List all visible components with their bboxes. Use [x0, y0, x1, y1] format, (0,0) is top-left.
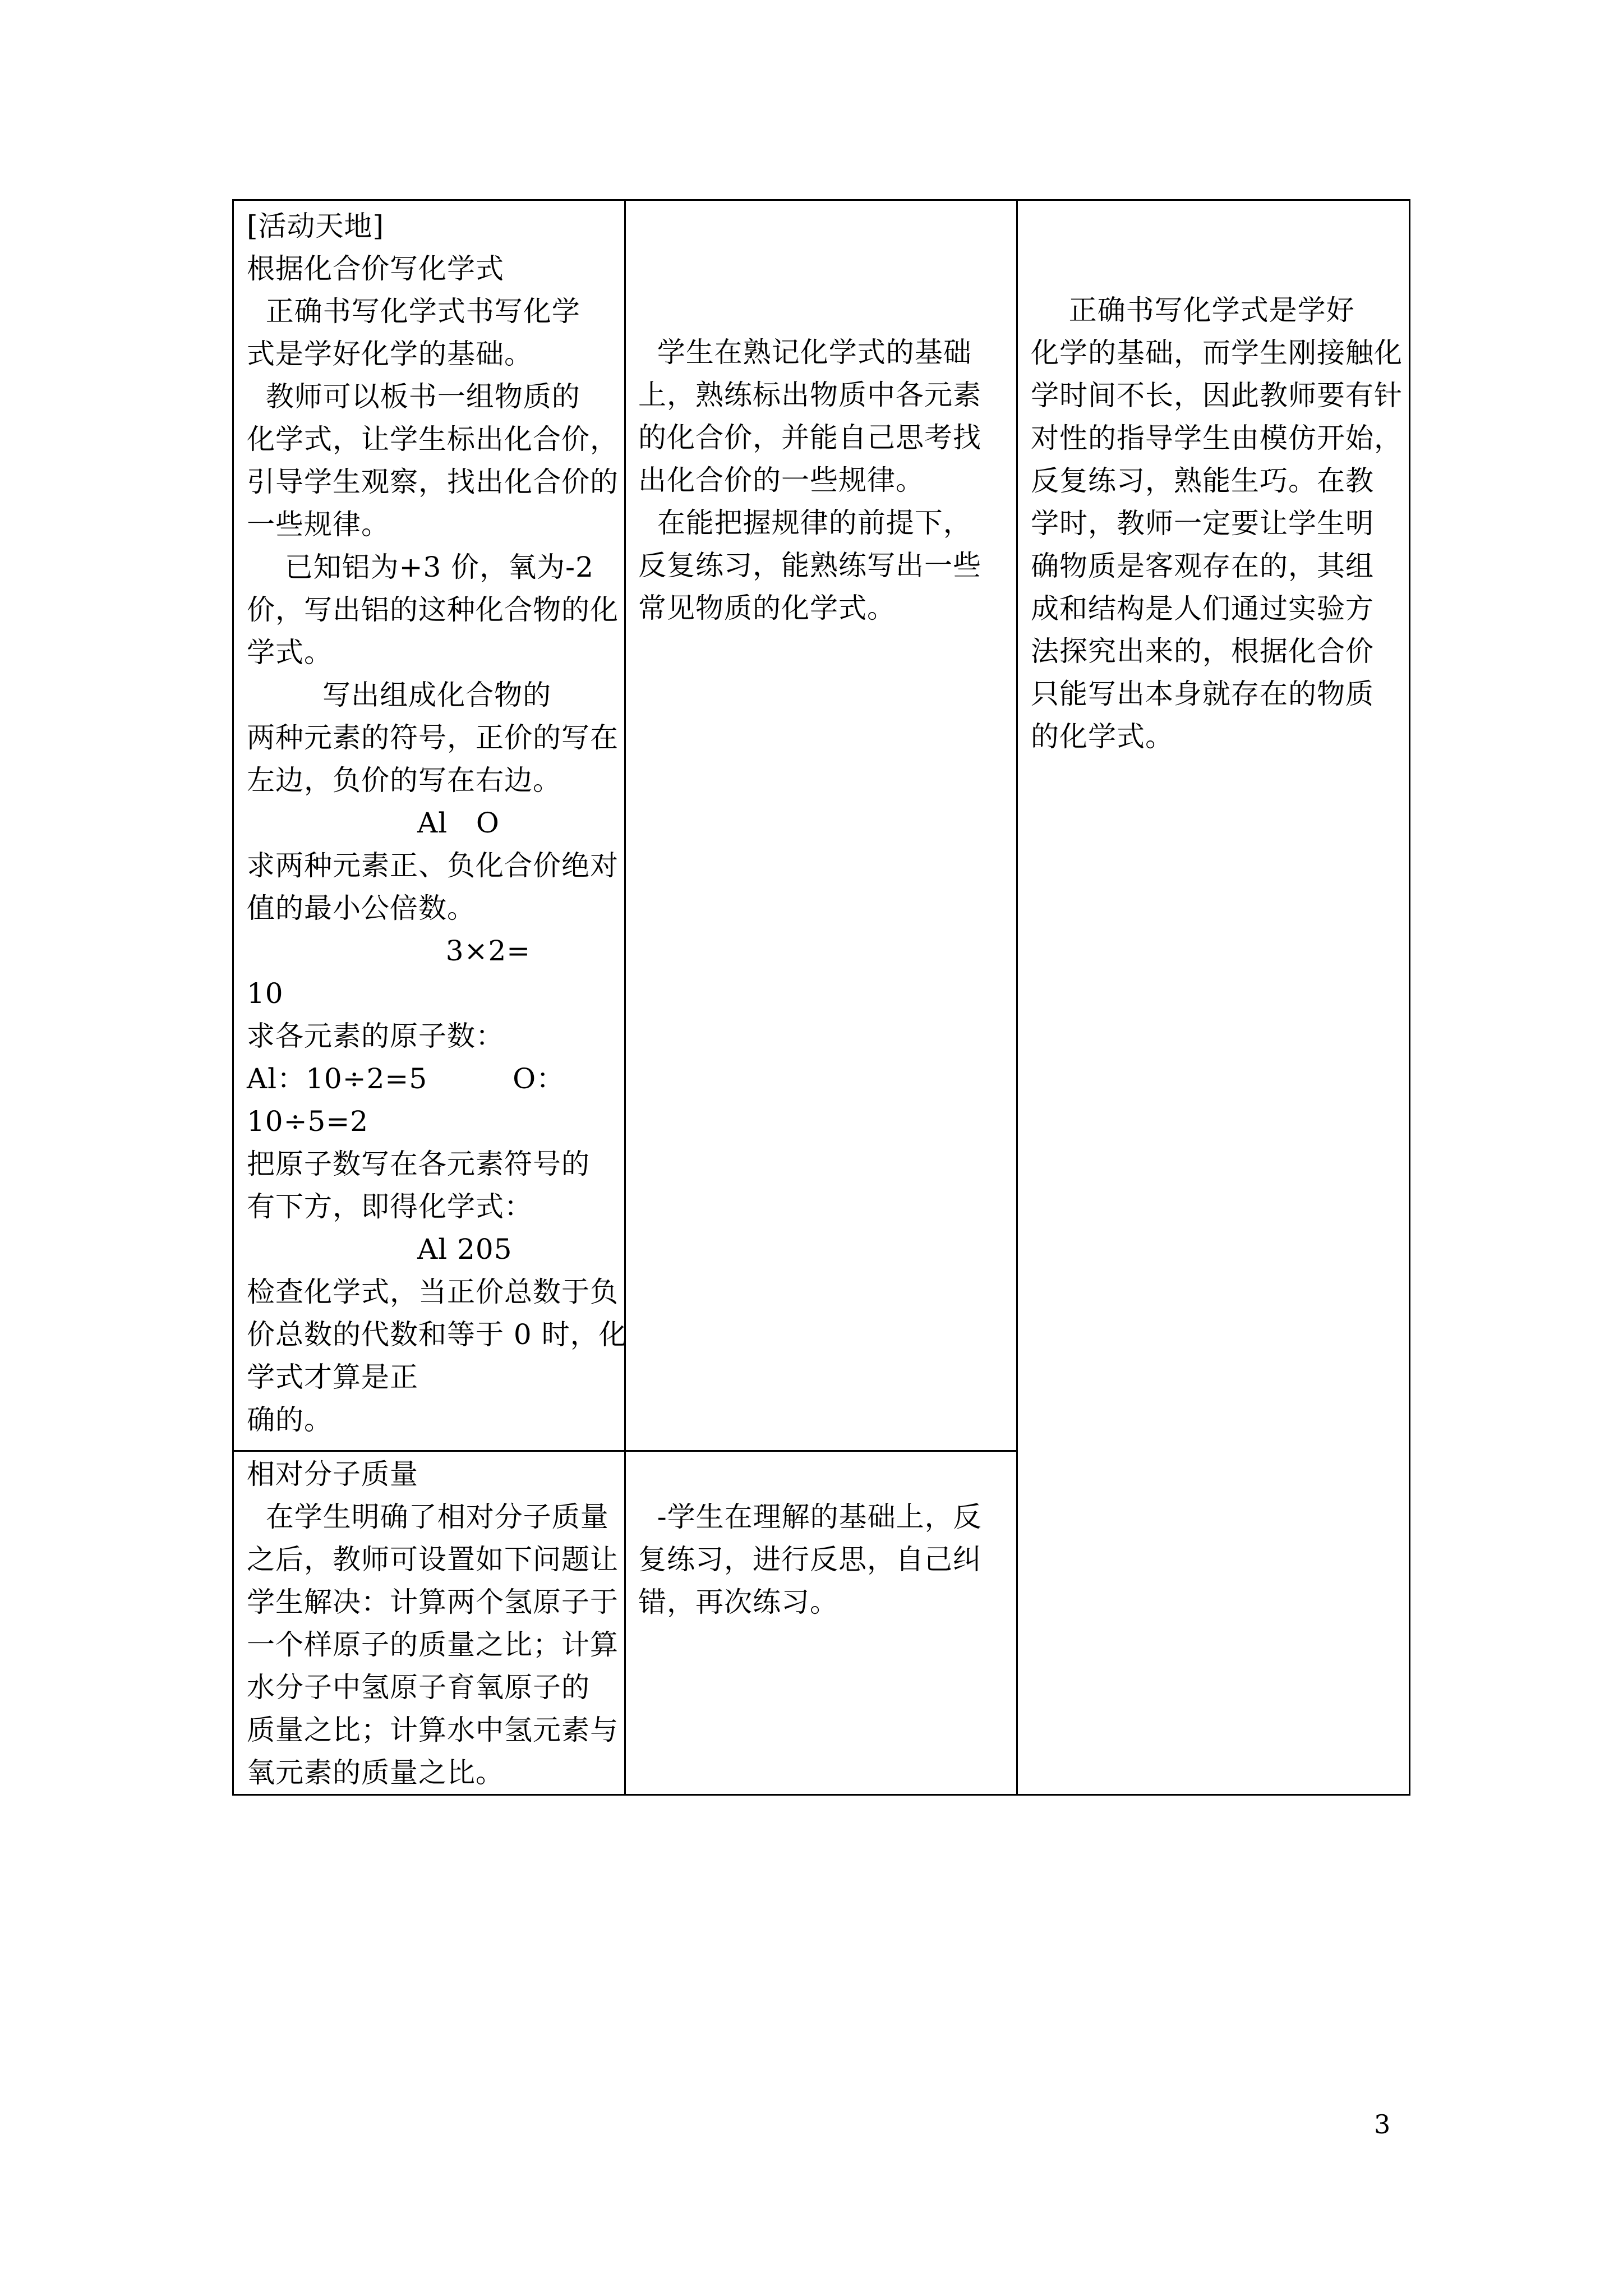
text-line: 复练习，进行反思，自己纠	[638, 1543, 981, 1576]
text-line: 学时间不长，因此教师要有针	[1031, 379, 1403, 412]
text-line: 质量之比；计算水中氢元素与	[247, 1714, 619, 1746]
text-line: 对性的指导学生由模仿开始，	[1031, 422, 1403, 454]
text-line: 10	[247, 977, 284, 1010]
text-line: 左边，负价的写在右边。	[247, 764, 561, 797]
text-line: 有下方，即得化学式：	[247, 1190, 533, 1223]
text-line: 10÷5=2	[247, 1105, 369, 1138]
text-line: 一些规律。	[247, 508, 390, 541]
text-line: 的化学式。	[1031, 720, 1174, 753]
text-line: 法探究出来的，根据化合价	[1031, 635, 1374, 668]
text-line: 学式才算是正	[247, 1361, 418, 1393]
text-line: 成和结构是人们通过实验方	[1031, 592, 1374, 625]
text-line: 反复练习，能熟练写出一些	[638, 549, 981, 582]
text-line: 根据化合价写化学式	[247, 252, 504, 285]
text-line: 在学生明确了相对分子质量	[247, 1501, 609, 1533]
text-line: 检查化学式，当正价总数于负	[247, 1276, 619, 1308]
text-line: 求各元素的原子数：	[247, 1020, 504, 1052]
text-line: 学式。	[247, 636, 333, 669]
text-line: Al 205	[247, 1233, 513, 1266]
text-line: 已知铝为+3 价，氧为-2	[247, 551, 594, 583]
page-number: 3	[1374, 2109, 1391, 2139]
text-line: 学生在熟记化学式的基础	[638, 336, 972, 369]
table-row-divider	[232, 1450, 1017, 1452]
row1-col2-cell	[638, 331, 1008, 668]
text-line: 在能把握规律的前提下，	[638, 507, 972, 539]
text-line: [活动天地]	[247, 210, 385, 242]
text-line: 价，写出铝的这种化合物的化	[247, 593, 619, 626]
row2-col2-cell	[638, 1496, 1008, 1664]
text-line: 确物质是客观存在的，其组	[1031, 550, 1374, 582]
text-line: 把原子数写在各元素符号的	[247, 1148, 590, 1180]
text-line: 式是学好化学的基础。	[247, 338, 533, 370]
text-line: 求两种元素正、负化合价绝对	[247, 849, 619, 882]
text-line: 教师可以板书一组物质的	[247, 380, 580, 413]
table-border-right	[1409, 199, 1410, 1796]
table-border-left	[232, 199, 234, 1796]
text-line: -学生在理解的基础上，反	[638, 1501, 982, 1533]
text-line: 学生解决：计算两个氢原子于	[247, 1586, 619, 1618]
table-divider-col1	[624, 199, 626, 1796]
text-line: 正确书写化学式是学好	[1031, 294, 1355, 326]
text-line: 一个样原子的质量之比；计算	[247, 1628, 619, 1661]
text-line: 价总数的代数和等于 0 时，化	[247, 1318, 628, 1351]
text-line: 的化合价，并能自己思考找	[638, 421, 981, 454]
text-line: 反复练习，熟能生巧。在教	[1031, 464, 1374, 497]
text-line: 确的。	[247, 1404, 333, 1436]
text-line: 化学式，让学生标出化合价，	[247, 423, 619, 455]
table-border-bottom	[232, 1794, 1410, 1796]
text-line: 水分子中氢原子育氧原子的	[247, 1671, 590, 1704]
text-line: 常见物质的化学式。	[638, 592, 896, 624]
text-line: Al：10÷2=5 O：	[247, 1062, 565, 1095]
text-line: 值的最小公倍数。	[247, 892, 476, 924]
text-line: 出化合价的一些规律。	[638, 464, 924, 496]
text-line: 错，再次练习。	[638, 1586, 838, 1618]
text-line: Al O	[247, 807, 500, 839]
text-line: 只能写出本身就存在的物质	[1031, 678, 1374, 710]
text-line: 引导学生观察，找出化合价的	[247, 466, 619, 498]
text-line: 学时，教师一定要让学生明	[1031, 507, 1374, 540]
text-line: 3×2=	[247, 935, 531, 967]
text-line: 化学的基础，而学生刚接触化	[1031, 337, 1403, 369]
text-line: 氧元素的质量之比。	[247, 1756, 504, 1789]
text-line: 两种元素的符号，正价的写在	[247, 721, 619, 754]
text-line: 之后，教师可设置如下问题让	[247, 1543, 619, 1576]
table-border-top	[232, 199, 1410, 201]
row1-col3-cell	[1031, 289, 1401, 794]
row2-col1-cell	[247, 1453, 617, 1789]
table-divider-col2	[1016, 199, 1018, 1796]
text-line: 相对分子质量	[247, 1458, 418, 1490]
text-line: 上，熟练标出物质中各元素	[638, 379, 981, 411]
text-line: 正确书写化学式书写化学	[247, 295, 580, 328]
row1-col1-cell	[247, 205, 628, 1444]
text-line: 写出组成化合物的	[247, 679, 552, 711]
